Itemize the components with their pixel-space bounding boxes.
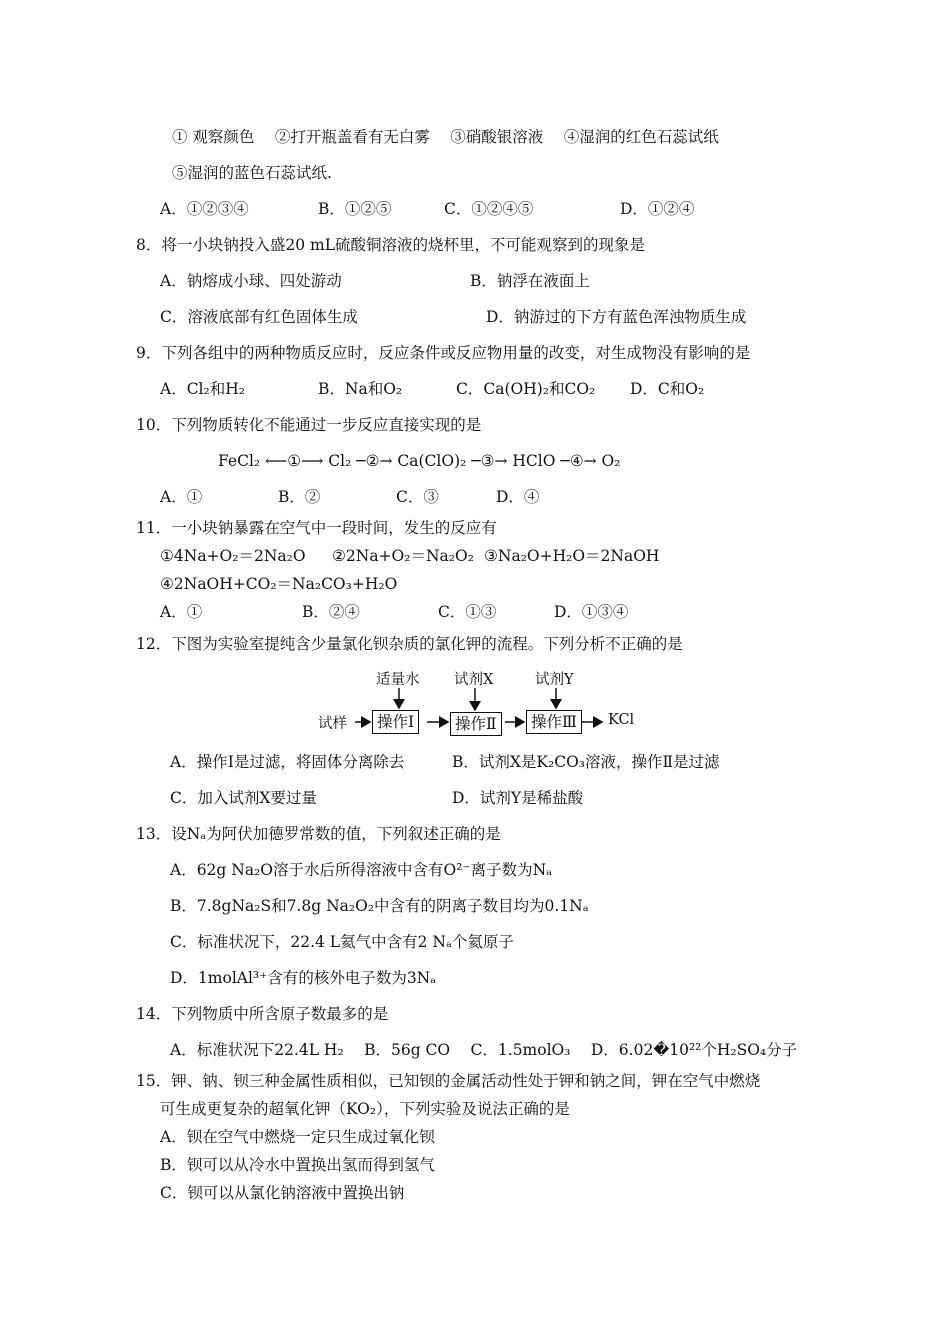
q15-option-c: C．钡可以从氯化钠溶液中置换出钠	[160, 1184, 405, 1202]
q10-option-d: D．④	[496, 488, 540, 506]
label-product-kcl: KCl	[608, 712, 635, 728]
q9-option-a: A．Cl₂和H₂	[160, 380, 245, 398]
q10-conversion-chain: FeCl₂ ⟵①⟶ Cl₂ ─②→ Ca(ClO)₂ ─③→ HClO ─④→ O₂	[218, 452, 621, 470]
q11-option-d: D．①③④	[554, 603, 629, 621]
q9-option-b: B．Na和O₂	[318, 380, 403, 398]
q14-options: A．标准状况下22.4L H₂ B．56g CO C．1.5molO₃ D．6.02�10²²个H₂SO₄分子	[170, 1041, 798, 1059]
label-water: 适量水	[376, 672, 420, 688]
q13-option-a: A．62g Na₂O溶于水后所得溶液中含有O²⁻离子数为Nₐ	[170, 861, 553, 879]
q11-reaction-3: ③Na₂O+H₂O＝2NaOH	[484, 547, 660, 565]
q12-stem: 12．下图为实验室提纯含少量氯化钡杂质的氯化钾的流程。下列分析不正确的是	[136, 635, 683, 653]
q7-option-a: A．①②③④	[160, 200, 249, 218]
q11-option-c: C．①③	[438, 603, 497, 621]
q15-stem-line2: 可生成更复杂的超氧化钾（KO₂），下列实验及说法正确的是	[160, 1100, 570, 1118]
q8-option-b: B．钠浮在液面上	[470, 272, 590, 290]
q12-option-a: A．操作Ⅰ是过滤，将固体分离除去	[170, 753, 405, 771]
q11-reaction-2: ②2Na+O₂＝Na₂O₂	[332, 547, 474, 565]
q15-option-a: A．钡在空气中燃烧一定只生成过氧化钡	[160, 1128, 435, 1146]
q11-reaction-4: ④2NaOH+CO₂＝Na₂CO₃+H₂O	[160, 575, 398, 593]
q11-stem: 11．一小块钠暴露在空气中一段时间，发生的反应有	[136, 519, 497, 537]
q10-option-a: A．①	[160, 488, 203, 506]
q13-option-d: D．1molAl³⁺含有的核外电子数为3Nₐ	[170, 969, 437, 987]
q10-option-c: C．③	[396, 488, 439, 506]
q8-option-d: D．钠游过的下方有蓝色浑浊物质生成	[486, 308, 747, 326]
q7-option-b: B．①②⑤	[318, 200, 392, 218]
q8-stem: 8．将一小块钠投入盛20 mL硫酸铜溶液的烧杯里，不可能观察到的现象是	[136, 236, 646, 254]
q12-option-c: C．加入试剂X要过量	[170, 789, 317, 807]
q12-option-d: D．试剂Y是稀盐酸	[452, 789, 584, 807]
box-operation-2: 操作Ⅱ	[450, 712, 502, 736]
q11-option-a: A．①	[160, 603, 203, 621]
box-operation-3: 操作Ⅲ	[526, 710, 582, 734]
q7-option-d: D．①②④	[620, 200, 695, 218]
q12-option-b: B．试剂X是K₂CO₃溶液，操作Ⅱ是过滤	[452, 753, 720, 771]
q7-option-c: C．①②④⑤	[444, 200, 534, 218]
q11-reaction-1: ①4Na+O₂＝2Na₂O	[160, 547, 306, 565]
q13-option-c: C．标准状况下，22.4 L氦气中含有2 Nₐ个氦原子	[170, 933, 514, 951]
q9-option-c: C．Ca(OH)₂和CO₂	[456, 380, 596, 398]
q11-option-b: B．②④	[302, 603, 360, 621]
q9-option-d: D．C和O₂	[630, 380, 705, 398]
q13-option-b: B．7.8gNa₂S和7.8g Na₂O₂中含有的阴离子数目均为0.1Nₐ	[170, 897, 589, 915]
q13-stem: 13．设Nₐ为阿伏加德罗常数的值，下列叙述正确的是	[136, 825, 501, 843]
q10-option-b: B．②	[278, 488, 321, 506]
label-reagent-y: 试剂Y	[535, 672, 574, 688]
label-reagent-x: 试剂X	[454, 672, 494, 688]
q8-option-a: A．钠熔成小球、四处游动	[160, 272, 342, 290]
q9-stem: 9．下列各组中的两种物质反应时，反应条件或反应物用量的改变，对生成物没有影响的是	[136, 344, 751, 362]
label-sample: 试样	[318, 716, 347, 732]
q8-option-c: C．溶液底部有红色固体生成	[160, 308, 358, 326]
q10-stem: 10．下列物质转化不能通过一步反应直接实现的是	[136, 416, 482, 434]
q7-choices-line1: ① 观察颜色 ②打开瓶盖看有无白雾 ③硝酸银溶液 ④湿润的红色石蕊试纸	[172, 128, 719, 146]
box-operation-1: 操作Ⅰ	[372, 710, 419, 734]
q7-choices-line2: ⑤湿润的蓝色石蕊试纸.	[172, 164, 332, 182]
q12-flow-diagram	[310, 668, 650, 738]
q15-option-b: B．钡可以从冷水中置换出氢而得到氢气	[160, 1156, 435, 1174]
q15-stem-line1: 15．钾、钠、钡三种金属性质相似，已知钡的金属活动性处于钾和钠之间，钾在空气中燃烧	[136, 1072, 761, 1090]
q14-stem: 14．下列物质中所含原子数最多的是	[136, 1005, 389, 1023]
